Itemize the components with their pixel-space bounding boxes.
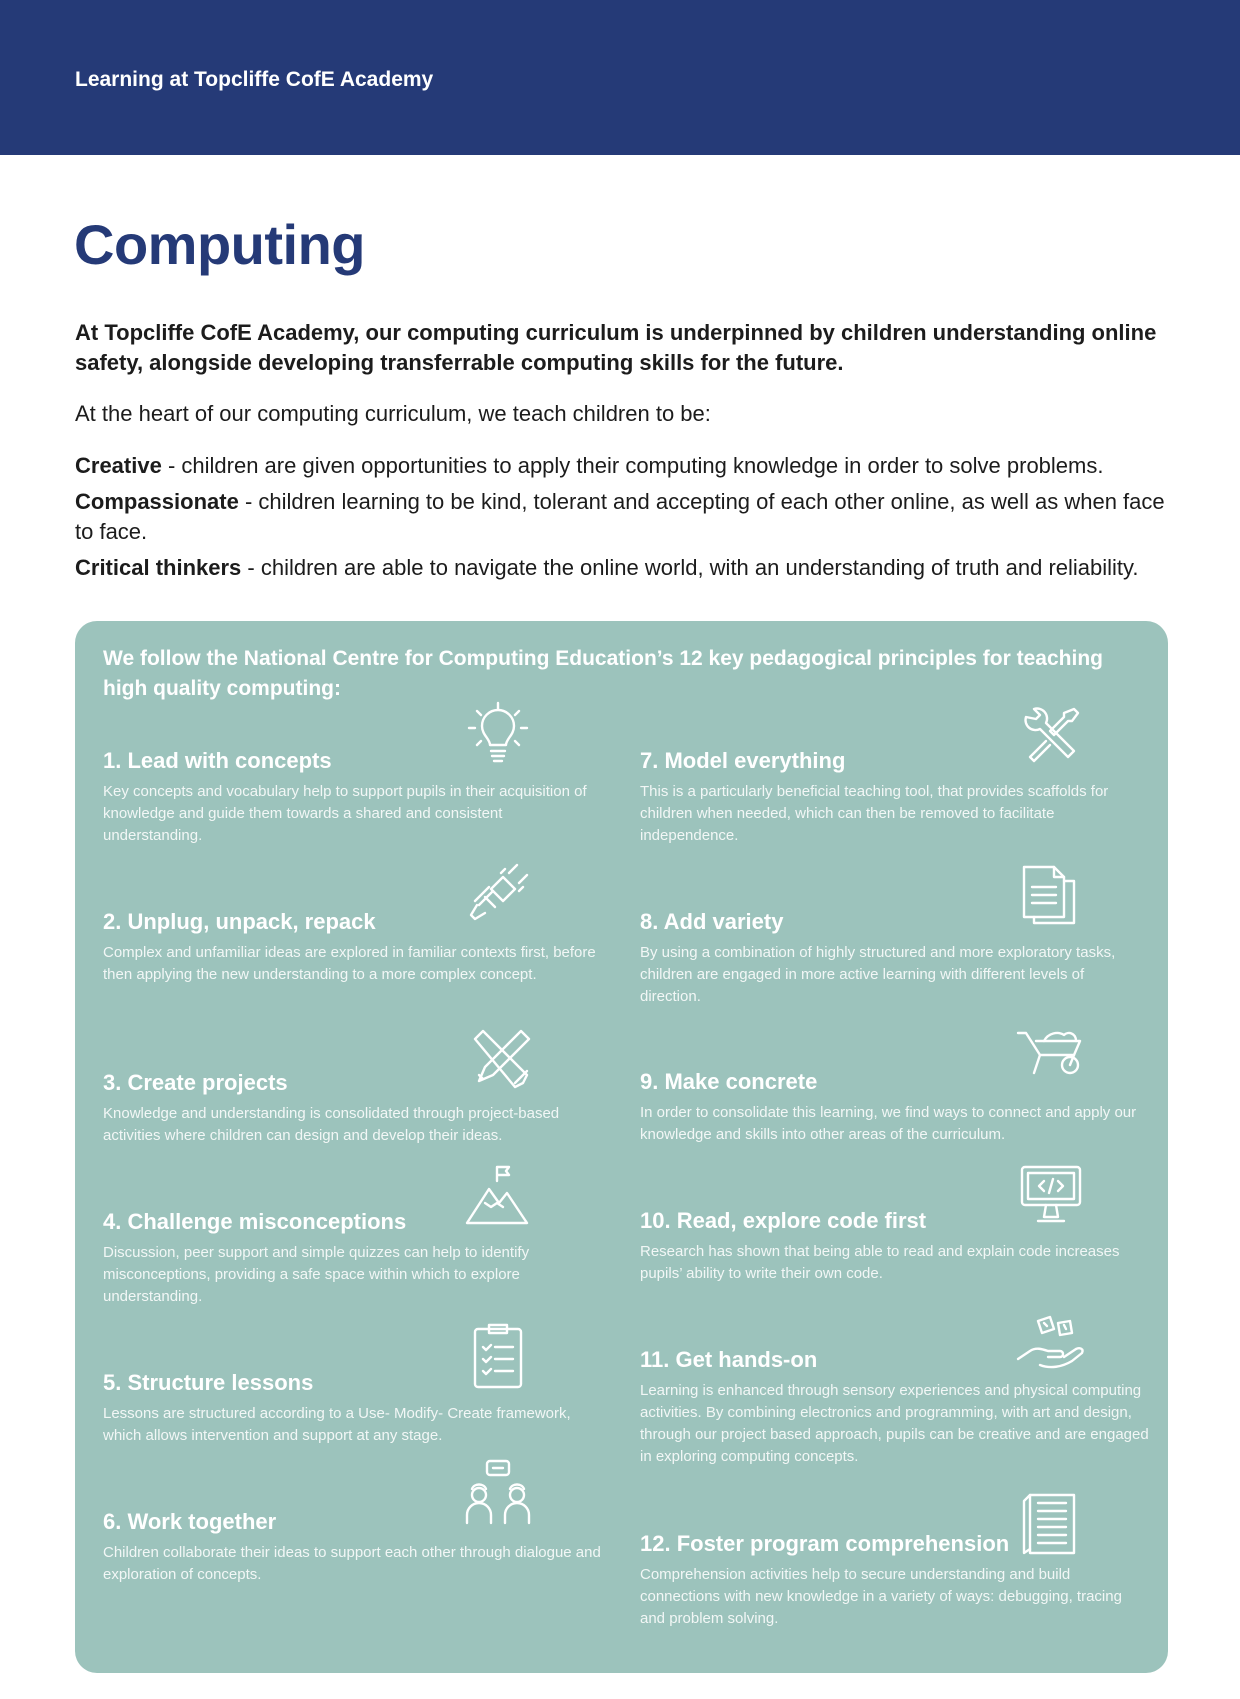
principle-title: 2. Unplug, unpack, repack <box>103 909 376 934</box>
value-term: Creative <box>75 453 162 478</box>
value-text: - children are given opportunities to apply their computing knowledge in order to solve problems. <box>161 453 1104 478</box>
principle-title: 9. Make concrete <box>640 1069 818 1094</box>
principle-text: This is a particularly beneficial teaching tool, that provides scaffolds for children when needed, which can then be removed to facilitate independence. <box>640 783 1109 844</box>
value-term: Compassionate <box>75 489 239 514</box>
panel-heading: We follow the National Centre for Computing Education’s 12 key pedagogical principles for teaching high quality computing: <box>103 647 1103 700</box>
value-text: - children learning to be kind, tolerant and accepting of each other online, as well as when face to face. <box>75 489 1165 544</box>
page-header <box>0 0 1240 155</box>
hand-blocks-icon <box>1016 1309 1086 1379</box>
principle-title: 6. Work together <box>103 1509 277 1534</box>
principle-title: 8. Add variety <box>640 909 784 934</box>
page-title: Computing <box>74 213 365 276</box>
intro-lead: At the heart of our computing curriculum, we teach children to be: <box>75 401 711 426</box>
people-chat-icon <box>463 1459 533 1529</box>
value-compassionate <box>75 487 1175 547</box>
principle-text: Comprehension activities help to secure understanding and build connections with new knowledge in a variety of ways: debugging, tracing and problem solving. <box>640 1566 1122 1627</box>
lightbulb-icon <box>463 701 533 771</box>
principle-text: Knowledge and understanding is consolidated through project-based activities where children can design and develop their ideas. <box>103 1105 560 1144</box>
plug-icon <box>463 859 533 929</box>
principle-title: 12. Foster program comprehension <box>640 1531 1010 1556</box>
principle-title: 11. Get hands-on <box>640 1347 818 1372</box>
principle-title: 7. Model everything <box>640 748 846 773</box>
principle-text: Children collaborate their ideas to support each other through dialogue and exploration of concepts. <box>103 1544 601 1583</box>
computer-code-icon <box>1016 1161 1086 1231</box>
principle-text: Complex and unfamiliar ideas are explored in familiar contexts first, before then applying the new understanding to a more complex concept. <box>103 944 596 983</box>
principle-text: Research has shown that being able to read and explain code increases pupils’ ability to write their own code. <box>640 1243 1120 1282</box>
mountain-flag-icon <box>463 1161 533 1231</box>
documents-icon <box>1016 859 1086 929</box>
principle-title: 5. Structure lessons <box>103 1370 314 1395</box>
principle-text: Learning is enhanced through sensory experiences and physical computing activities. By combining electronics and programming, with art and design, through our project based approach, pupils can be creative and are engaged in exploring computing concepts. <box>640 1382 1149 1465</box>
value-text: - children are able to navigate the online world, with an understanding of truth and reliability. <box>241 555 1139 580</box>
principle-text: Key concepts and vocabulary help to support pupils in their acquisition of knowledge and guide them towards a shared and consistent understanding. <box>103 783 587 844</box>
wrench-screwdriver-icon <box>1016 701 1086 771</box>
book-pages-icon <box>1016 1489 1086 1559</box>
principle-title: 10. Read, explore code first <box>640 1208 927 1233</box>
header-title: Learning at Topcliffe CofE Academy <box>75 68 434 91</box>
principles-panel <box>75 621 1168 1673</box>
principle-text: Lessons are structured according to a Use- Modify- Create framework, which allows intervention and support at any stage. <box>103 1405 571 1444</box>
clipboard-checklist-icon <box>463 1321 533 1391</box>
principle-text: By using a combination of highly structured and more exploratory tasks, children are engaged in more active learning with different levels of direction. <box>640 944 1116 1005</box>
pencil-brush-icon <box>463 1019 533 1089</box>
intro-statement: At Topcliffe CofE Academy, our computing curriculum is underpinned by children understanding online safety, alongside developing transferrable computing skills for the future. <box>75 320 1157 375</box>
principle-title: 1. Lead with concepts <box>103 748 332 773</box>
wheelbarrow-icon <box>1016 1019 1086 1089</box>
value-critical-thinkers <box>75 553 1175 583</box>
principle-title: 3. Create projects <box>103 1070 288 1095</box>
value-term: Critical thinkers <box>75 555 242 580</box>
principle-text: Discussion, peer support and simple quizzes can help to identify misconceptions, providing a safe space within which to explore understanding. <box>103 1244 530 1305</box>
value-creative <box>75 451 1175 481</box>
principle-title: 4. Challenge misconceptions <box>103 1209 407 1234</box>
principle-text: In order to consolidate this learning, we find ways to connect and apply our knowledge and skills into other areas of the curriculum. <box>640 1104 1137 1143</box>
